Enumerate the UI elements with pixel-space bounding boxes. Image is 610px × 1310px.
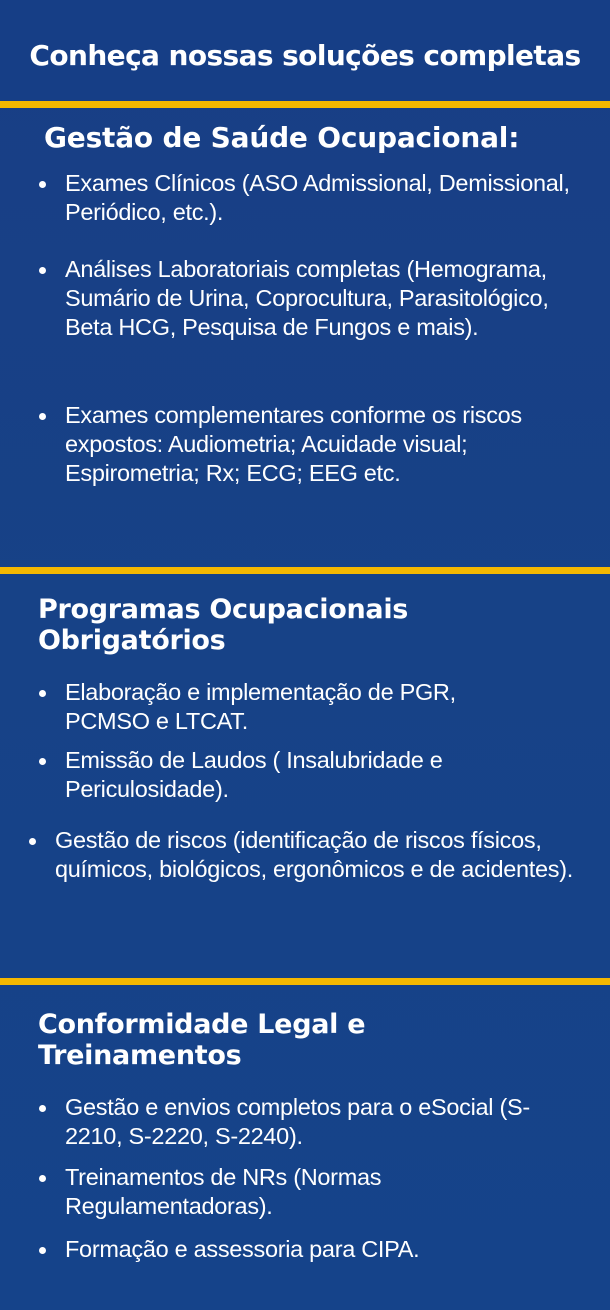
list-item xyxy=(65,678,535,736)
divider-bottom xyxy=(0,978,610,985)
list-item xyxy=(65,169,585,227)
bullet-icon xyxy=(39,267,46,274)
list-item xyxy=(55,826,595,884)
list-item-text: Formação e assessoria para CIPA. xyxy=(65,1236,420,1262)
list-item xyxy=(65,1093,565,1151)
list-item-text: Gestão de riscos (identificação de riscos físicos, químicos, biológicos, ergonômicos e de acidentes). xyxy=(55,827,573,882)
header-banner xyxy=(0,0,610,100)
bullet-icon xyxy=(39,181,46,188)
bullet-icon xyxy=(39,690,46,697)
list-item-text: Elaboração e implementação de PGR, PCMSO e LTCAT. xyxy=(65,679,456,734)
section-occupational-health xyxy=(0,108,610,568)
bullet-icon xyxy=(39,1105,46,1112)
page-title: Conheça nossas soluções completas xyxy=(29,39,581,72)
list-item xyxy=(65,1163,465,1221)
list-item-text: Treinamentos de NRs (Normas Regulamentadoras). xyxy=(65,1164,382,1219)
list-item-text: Exames Clínicos (ASO Admissional, Demissional, Periódico, etc.). xyxy=(65,170,570,225)
bullet-icon xyxy=(39,1247,46,1254)
list-item xyxy=(65,1235,565,1264)
bullet-icon xyxy=(29,838,36,845)
list-item xyxy=(65,746,515,804)
section-title: Programas Ocupacionais Obrigatórios xyxy=(38,594,409,656)
list-item-text: Análises Laboratoriais completas (Hemograma, Sumário de Urina, Coprocultura, Parasitológico, Beta HCG, Pesquisa de Fungos e mais). xyxy=(65,256,549,340)
list-item xyxy=(65,255,585,342)
section-title: Conformidade Legal e Treinamentos xyxy=(38,1009,366,1071)
section-legal-compliance xyxy=(0,985,610,1310)
section-mandatory-programs xyxy=(0,574,610,978)
bullet-icon xyxy=(39,413,46,420)
list-item xyxy=(65,401,535,488)
list-item-text: Emissão de Laudos ( Insalubridade e Periculosidade). xyxy=(65,747,443,802)
list-item-text: Gestão e envios completos para o eSocial (S-2210, S-2220, S-2240). xyxy=(65,1094,530,1149)
bullet-icon xyxy=(39,758,46,765)
list-item-text: Exames complementares conforme os riscos expostos: Audiometria; Acuidade visual; Espirometria; Rx; ECG; EEG etc. xyxy=(65,402,522,486)
divider-middle xyxy=(0,567,610,574)
section-title: Gestão de Saúde Ocupacional: xyxy=(44,121,520,154)
divider-top xyxy=(0,101,610,108)
bullet-icon xyxy=(39,1175,46,1182)
